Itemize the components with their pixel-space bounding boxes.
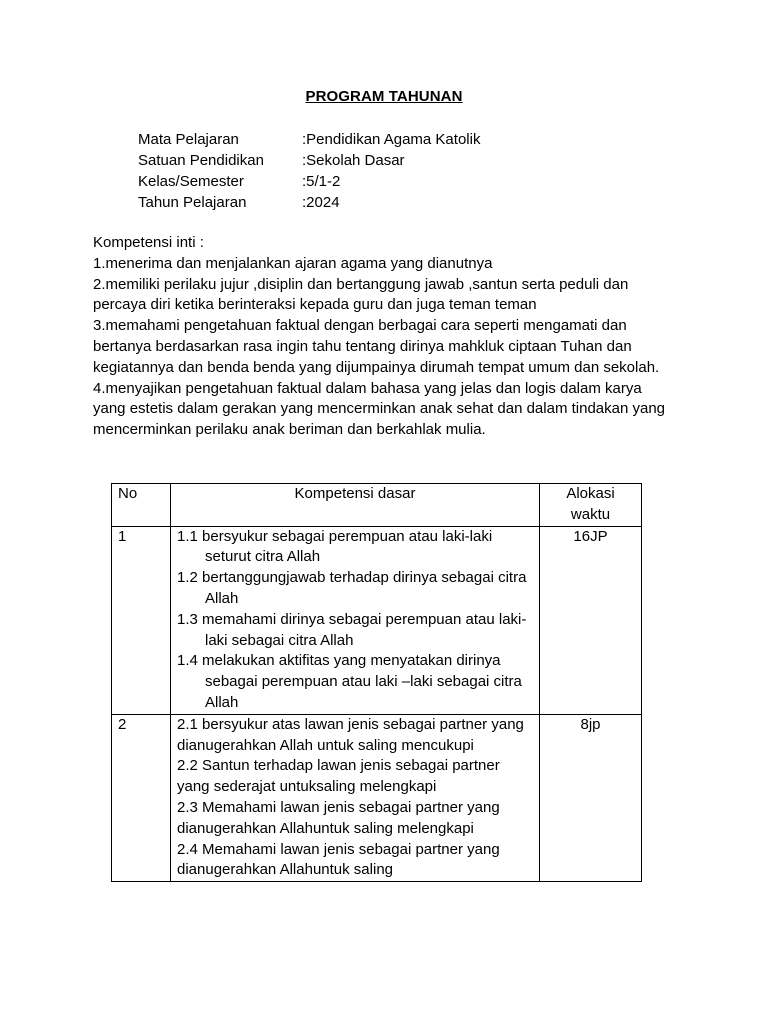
document-title: PROGRAM TAHUNAN: [305, 88, 463, 105]
row-number: 1: [112, 526, 171, 714]
meta-value: :Pendidikan Agama Katolik: [302, 131, 481, 148]
kompetensi-dasar-cell: [171, 526, 540, 714]
kompetensi-dasar-table: [111, 483, 642, 882]
kompetensi-inti-item-3: 3.memahami pengetahuan faktual dengan berbagai cara seperti mengamati dan bertanya berdasarkan rasa ingin tahu tentang dirinya mahkluk ciptaan Tuhan dan kegiatannya dan benda benda yang dijumpainya dirumah tempat umum dan sekolah.: [93, 317, 660, 376]
meta-label: Satuan Pendidikan: [138, 152, 264, 169]
kompetensi-inti-item-2: 2.memiliki perilaku jujur ,disiplin dan bertanggung jawab ,santun serta peduli dan percaya diri ketika berinteraksi kepada guru dan juga teman teman: [93, 275, 629, 314]
kd-item: 2.2 Santun terhadap lawan jenis sebagai partner yang sederajat untuksaling melengkapi: [177, 757, 500, 796]
kompetensi-inti-heading: Kompetensi inti :: [93, 234, 204, 251]
meta-row-satuan-pendidikan: [138, 150, 480, 171]
meta-row-mata-pelajaran: [138, 129, 480, 150]
table-header-row: [112, 484, 642, 527]
meta-label: Kelas/Semester: [138, 173, 244, 190]
kd-item: 1.3 memahami dirinya sebagai perempuan atau laki-laki sebagai citra Allah: [177, 610, 527, 649]
column-header-kompetensi-dasar: Kompetensi dasar: [171, 484, 540, 527]
meta-label: Mata Pelajaran: [138, 131, 239, 148]
column-header-no: No: [112, 484, 171, 527]
meta-row-tahun-pelajaran: [138, 192, 480, 213]
meta-value: :5/1-2: [302, 173, 341, 190]
kd-item: 1.1 bersyukur sebagai perempuan atau laki-laki seturut citra Allah: [177, 527, 493, 566]
kd-item: 2.3 Memahami lawan jenis sebagai partner yang dianugerahkan Allahuntuk saling melengkapi: [177, 798, 500, 837]
kompetensi-inti-item-1: 1.menerima dan menjalankan ajaran agama yang dianutnya: [93, 254, 493, 272]
alokasi-waktu-cell: 16JP: [540, 526, 642, 714]
alokasi-waktu-cell: 8jp: [540, 714, 642, 881]
table-row: [112, 526, 642, 714]
kompetensi-inti-item-4: 4.menyajikan pengetahuan faktual dalam bahasa yang jelas dan logis dalam karya yang estetis dalam gerakan yang mencerminkan anak sehat dan dalam tindakan yang mencerminkan perilaku anak beriman dan berkahlak mulia.: [93, 379, 666, 439]
kompetensi-inti-section: [93, 233, 673, 441]
meta-value: :Sekolah Dasar: [302, 152, 405, 169]
kd-item: 2.4 Memahami lawan jenis sebagai partner yang dianugerahkan Allahuntuk saling: [177, 840, 500, 879]
meta-row-kelas-semester: [138, 171, 480, 192]
meta-label: Tahun Pelajaran: [138, 194, 247, 211]
kd-item: 1.4 melakukan aktifitas yang menyatakan dirinya sebagai perempuan atau laki –laki sebagai citra Allah: [177, 652, 522, 711]
identity-block: [138, 129, 480, 213]
kompetensi-dasar-cell: [171, 714, 540, 881]
column-header-alokasi-waktu: Alokasi waktu: [540, 484, 642, 527]
kd-item: 2.1 bersyukur atas lawan jenis sebagai partner yang dianugerahkan Allah untuk saling mencukupi: [177, 715, 524, 754]
kd-item: 1.2 bertanggungjawab terhadap dirinya sebagai citra Allah: [177, 569, 527, 607]
meta-value: :2024: [302, 194, 340, 211]
row-number: 2: [112, 714, 171, 881]
table-row: [112, 714, 642, 881]
